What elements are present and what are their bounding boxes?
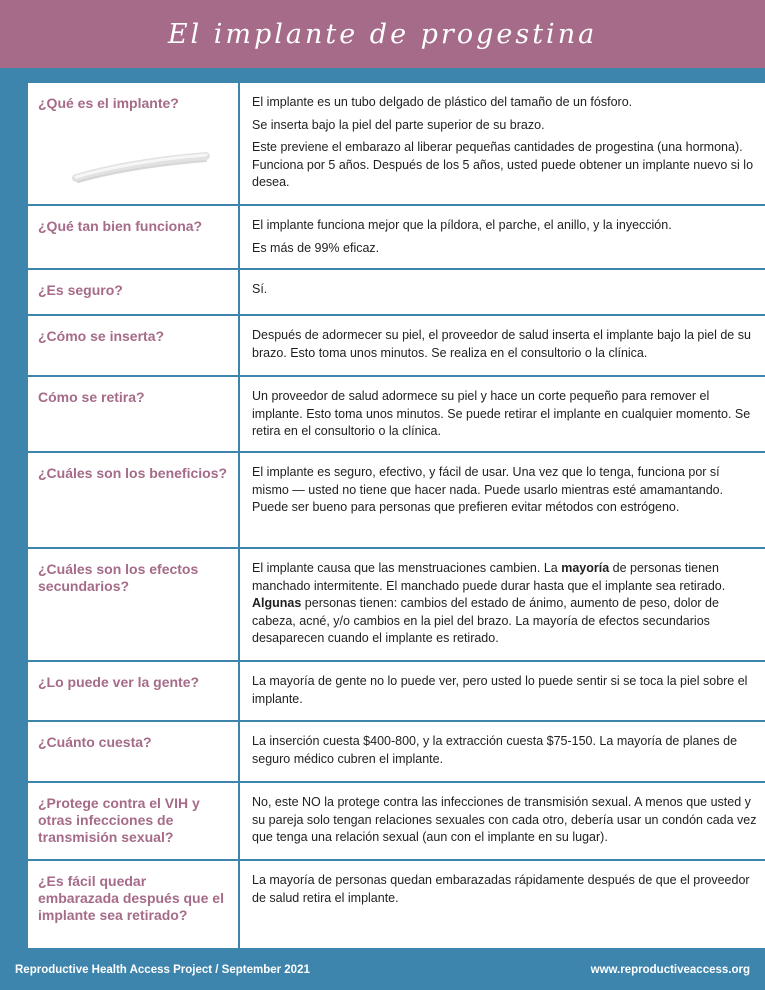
emphasis-text: mayoría xyxy=(561,561,610,575)
question-cell xyxy=(28,453,240,547)
question-cell xyxy=(28,83,240,204)
table-row xyxy=(28,549,765,662)
emphasis-text: Algunas xyxy=(252,596,302,610)
answer-text: Un proveedor de salud adormece su piel y hace un corte pequeño para remover el implante. Esto toma unos minutos. Se puede retirar el implante en cualquier momento. Se retira en el consultorio o la clínica. xyxy=(252,389,751,438)
answer-text: La mayoría de gente no lo puede ver, pero usted lo puede sentir si se toca la piel sobre el implante. xyxy=(252,674,748,706)
question-text: ¿Lo puede ver la gente? xyxy=(38,674,200,690)
question-text: ¿Cuáles son los beneficios? xyxy=(38,465,228,481)
implant-image xyxy=(72,150,228,190)
question-text: ¿Qué tan bien funciona? xyxy=(38,218,203,234)
question-text: Cómo se retira? xyxy=(38,389,145,405)
answer-text: Es más de 99% eficaz. xyxy=(252,240,380,255)
answer-text xyxy=(252,560,757,648)
table-row xyxy=(28,722,765,783)
table-row xyxy=(28,316,765,377)
question-cell xyxy=(28,783,240,859)
footer-credit: Reproductive Health Access Project / September 2021 xyxy=(15,964,310,976)
answer-text: Se inserta bajo la piel del parte superior de su brazo. xyxy=(252,117,545,132)
answer-text: La inserción cuesta $400-800, y la extracción cuesta $75-150. La mayoría de planes de seguro médico cubren el implante. xyxy=(252,734,738,766)
question-text: ¿Es fácil quedar embarazada después que el implante sea retirado? xyxy=(38,873,224,923)
answer-text-part: de personas tienen manchado intermitente. El manchado puede durar hasta que el implante sea retirado. xyxy=(252,561,726,593)
answer-cell xyxy=(240,377,765,451)
table-row xyxy=(28,783,765,861)
question-text: ¿Cómo se inserta? xyxy=(38,328,165,344)
question-cell xyxy=(28,316,240,375)
header-banner xyxy=(0,0,765,68)
answer-text-part: personas tienen: cambios del estado de ánimo, aumento de peso, dolor de cabeza, acné, y/o cambios en la piel del brazo. La mayoría de efectos secundarios desaparecen cuando el implante es retirado. xyxy=(252,596,719,645)
answer-cell xyxy=(240,206,765,268)
answer-cell xyxy=(240,549,765,660)
answer-text: Sí. xyxy=(252,282,268,296)
table-row xyxy=(28,83,765,206)
question-text: ¿Protege contra el VIH y otras infecciones de transmisión sexual? xyxy=(38,795,200,845)
question-text: ¿Cuánto cuesta? xyxy=(38,734,152,750)
answer-cell xyxy=(240,316,765,375)
faq-table xyxy=(28,83,765,948)
question-cell xyxy=(28,270,240,314)
table-row xyxy=(28,662,765,722)
footer xyxy=(0,958,765,982)
answer-text: Después de adormecer su piel, el proveedor de salud inserta el implante bajo la piel de su brazo. Esto toma unos minutos. Se realiza en el consultorio o la clínica. xyxy=(252,328,751,360)
question-text: ¿Qué es el implante? xyxy=(38,95,179,111)
question-text: ¿Es seguro? xyxy=(38,282,123,298)
answer-cell xyxy=(240,783,765,859)
answer-text: La mayoría de personas quedan embarazadas rápidamente después de que el proveedor de salud retira el implante. xyxy=(252,873,750,905)
answer-text: El implante funciona mejor que la píldora, el parche, el anillo, y la inyección. xyxy=(252,218,672,232)
answer-text: No, este NO la protege contra las infecciones de transmisión sexual. A menos que usted y su pareja solo tengan relaciones sexuales con cada otro, debería usar un condón cada vez que tenga una relación sexual (aun con el implante en su lugar). xyxy=(252,795,757,844)
answer-cell xyxy=(240,270,765,314)
table-row xyxy=(28,206,765,270)
answer-cell xyxy=(240,662,765,720)
answer-text: Este previene el embarazo al liberar pequeñas cantidades de progestina (una hormona). Funciona por 5 años. Después de los 5 años, usted puede obtener un implante nuevo si lo desea. xyxy=(252,140,754,189)
question-text: ¿Cuáles son los efectos secundarios? xyxy=(38,561,199,594)
table-row xyxy=(28,270,765,316)
answer-text-part: El implante causa que las menstruaciones cambien. La xyxy=(252,561,562,575)
question-cell xyxy=(28,206,240,268)
answer-cell xyxy=(240,861,765,948)
table-row xyxy=(28,377,765,453)
answer-cell xyxy=(240,83,765,204)
page-title: El implante de progestina xyxy=(167,18,598,50)
footer-website-link[interactable]: www.reproductiveaccess.org xyxy=(590,964,750,976)
answer-text: El implante es un tubo delgado de plástico del tamaño de un fósforo. xyxy=(252,95,633,109)
answer-cell xyxy=(240,722,765,781)
answer-cell xyxy=(240,453,765,547)
question-cell xyxy=(28,377,240,451)
table-row xyxy=(28,453,765,549)
question-cell xyxy=(28,549,240,660)
table-row xyxy=(28,861,765,948)
question-cell xyxy=(28,861,240,948)
answer-text: El implante es seguro, efectivo, y fácil de usar. Una vez que lo tenga, funciona por sí mismo — usted no tiene que hacer nada. Puede usarlo mientras esté amamantando. Puede ser bueno para personas que prefieren evitar métodos con estrógeno. xyxy=(252,465,724,514)
question-cell xyxy=(28,722,240,781)
question-cell xyxy=(28,662,240,720)
